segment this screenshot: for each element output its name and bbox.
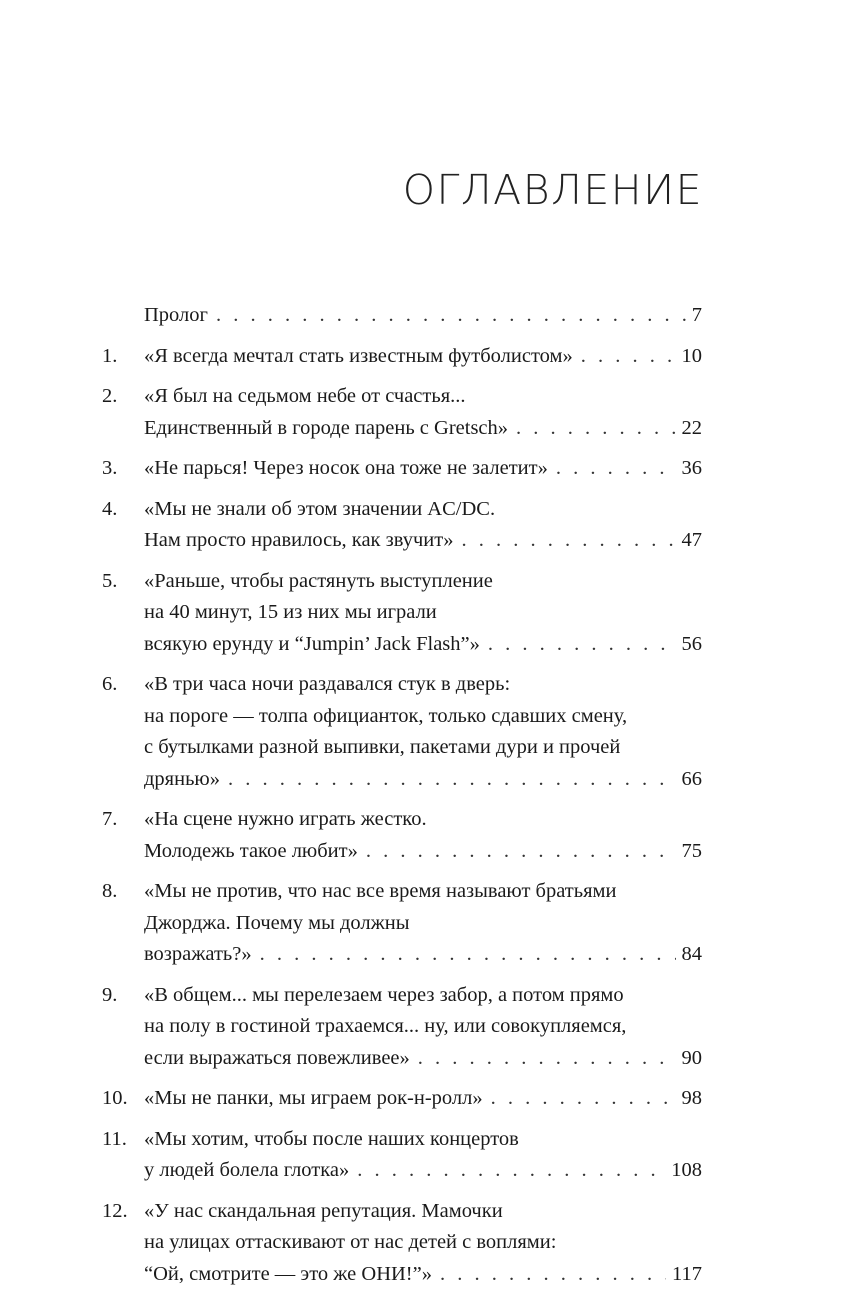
chapter-title-line: «Мы не панки, мы играем рок-н-ролл» xyxy=(144,1087,483,1109)
chapter-number: 8. xyxy=(102,880,118,902)
dot-leader xyxy=(228,764,676,796)
chapter-title-final-line xyxy=(144,1043,702,1075)
page-number: 7 xyxy=(691,304,702,326)
chapter-title-final-line xyxy=(144,413,702,445)
chapter-title-final-line xyxy=(144,1083,702,1115)
page-number: 47 xyxy=(681,529,702,551)
chapter-title-block xyxy=(144,300,702,332)
chapter-title-line: Молодежь такое любит» xyxy=(144,839,358,862)
chapter-title-line: «Раньше, чтобы растянуть выступление xyxy=(144,569,493,592)
chapter-title-block xyxy=(144,341,702,373)
chapter-number: 2. xyxy=(102,385,118,407)
chapter-title-block xyxy=(144,980,702,1075)
chapter-title-final-line xyxy=(144,300,702,332)
dot-leader xyxy=(260,939,676,971)
page-number: 56 xyxy=(681,632,702,655)
chapter-number: 11. xyxy=(102,1127,127,1150)
page-number: 10 xyxy=(681,344,702,367)
chapter-title-line: «В три часа ночи раздавался стук в дверь: xyxy=(144,673,511,695)
chapter-title-line: Единственный в городе парень с Gretsch» xyxy=(144,416,509,439)
chapter-title-line: на 40 минут, 15 из них мы играли xyxy=(144,601,437,623)
chapter-number: 4. xyxy=(102,497,118,520)
chapter-title-line: “Ой, смотрите — это же ОНИ!”» xyxy=(144,1262,432,1285)
chapter-title-line: дрянью» xyxy=(144,767,220,790)
chapter-title-block xyxy=(144,566,702,661)
toc-entry[interactable] xyxy=(102,1196,702,1291)
chapter-title-final-line xyxy=(144,629,702,661)
chapter-title-line: «Я всегда мечтал стать известным футболистом» xyxy=(144,344,573,367)
chapter-title-final-line xyxy=(144,1259,702,1291)
chapter-title-block xyxy=(144,804,702,867)
chapter-number: 1. xyxy=(102,344,118,367)
chapter-title-line: «У нас скандальная репутация. Мамочки xyxy=(144,1199,503,1222)
chapter-title-final-line xyxy=(144,525,702,557)
chapter-title-final-line xyxy=(144,1155,702,1187)
chapter-title-line: «Не парься! Через носок она тоже не залетит» xyxy=(144,457,548,479)
chapter-title-line: всякую ерунду и “Jumpin’ Jack Flash”» xyxy=(144,632,480,655)
page-number: 84 xyxy=(681,943,702,965)
toc-entry[interactable] xyxy=(102,566,702,661)
chapter-title-block xyxy=(144,381,702,444)
chapter-number: 10. xyxy=(102,1087,128,1109)
chapter-title-line: на пороге — толпа официанток, только сдавших смену, xyxy=(144,704,628,727)
chapter-title-block xyxy=(144,453,702,485)
toc-entry[interactable] xyxy=(102,876,702,971)
chapter-title-line: «На сцене нужно играть жестко. xyxy=(144,808,427,830)
toc-entry[interactable] xyxy=(102,1083,702,1115)
chapter-title-line: «В общем... мы перелезаем через забор, а потом прямо xyxy=(144,983,624,1006)
page-number: 90 xyxy=(681,1046,702,1069)
chapter-number: 12. xyxy=(102,1199,128,1222)
page-number: 75 xyxy=(681,839,702,862)
chapter-title-line: на улицах оттаскивают от нас детей с воплями: xyxy=(144,1231,557,1253)
chapter-number: 5. xyxy=(102,569,118,592)
toc-entry[interactable] xyxy=(102,381,702,444)
dot-leader xyxy=(491,1083,676,1115)
dot-leader xyxy=(488,629,676,661)
chapter-number: 7. xyxy=(102,808,118,830)
toc-entry[interactable] xyxy=(102,804,702,867)
chapter-title-block xyxy=(144,669,702,795)
chapter-title-line: на полу в гостиной трахаемся... ну, или совокупляемся, xyxy=(144,1015,627,1037)
chapter-title-line: с бутылками разной выпивки, пакетами дури и прочей xyxy=(144,736,621,758)
chapter-title-line: Пролог xyxy=(144,304,208,326)
chapter-title-final-line xyxy=(144,836,702,868)
page-number: 98 xyxy=(681,1087,702,1109)
chapter-title-block xyxy=(144,1196,702,1291)
chapter-title-line: «Я был на седьмом небе от счастья... xyxy=(144,385,466,407)
chapter-title-line: «Мы не против, что нас все время называют братьями xyxy=(144,880,617,902)
page-number: 108 xyxy=(671,1159,702,1181)
page-number: 22 xyxy=(681,416,702,439)
toc-entry[interactable] xyxy=(102,453,702,485)
dot-leader xyxy=(581,341,676,373)
chapter-number: 3. xyxy=(102,457,118,479)
dot-leader xyxy=(357,1155,665,1187)
chapter-number: 9. xyxy=(102,983,118,1006)
toc-entry[interactable] xyxy=(102,980,702,1075)
chapter-title-block xyxy=(144,1083,702,1115)
dot-leader xyxy=(216,300,686,332)
chapter-title-line: Нам просто нравилось, как звучит» xyxy=(144,529,454,551)
chapter-title-final-line xyxy=(144,341,702,373)
chapter-number: 6. xyxy=(102,673,118,695)
chapter-title-final-line xyxy=(144,764,702,796)
page-title: ОГЛАВЛЕНИЕ xyxy=(402,166,703,214)
chapter-title-line: возражать?» xyxy=(144,943,252,965)
dot-leader xyxy=(516,413,675,445)
toc-entry[interactable] xyxy=(102,1124,702,1187)
toc-entry[interactable] xyxy=(102,300,702,332)
chapter-number xyxy=(102,300,144,332)
toc-entry[interactable] xyxy=(102,494,702,557)
dot-leader xyxy=(366,836,676,868)
chapter-title-block xyxy=(144,876,702,971)
chapter-title-line: Джорджа. Почему мы должны xyxy=(144,911,410,934)
toc-entry[interactable] xyxy=(102,341,702,373)
toc-entry[interactable] xyxy=(102,669,702,795)
chapter-title-line: у людей болела глотка» xyxy=(144,1159,350,1181)
chapter-title-final-line xyxy=(144,939,702,971)
dot-leader xyxy=(440,1259,666,1291)
chapter-title-line: «Мы хотим, чтобы после наших концертов xyxy=(144,1127,519,1150)
dot-leader xyxy=(556,453,676,485)
chapter-title-final-line xyxy=(144,453,702,485)
chapter-title-line: «Мы не знали об этом значении AC/DC. xyxy=(144,497,496,520)
chapter-title-line: если выражаться повежливее» xyxy=(144,1046,410,1069)
dot-leader xyxy=(461,525,675,557)
page-number: 36 xyxy=(681,457,702,479)
chapter-title-block xyxy=(144,1124,702,1187)
page-number: 117 xyxy=(672,1262,702,1285)
chapter-title-block xyxy=(144,494,702,557)
page-number: 66 xyxy=(681,767,702,790)
table-of-contents xyxy=(102,300,702,1299)
dot-leader xyxy=(418,1043,676,1075)
